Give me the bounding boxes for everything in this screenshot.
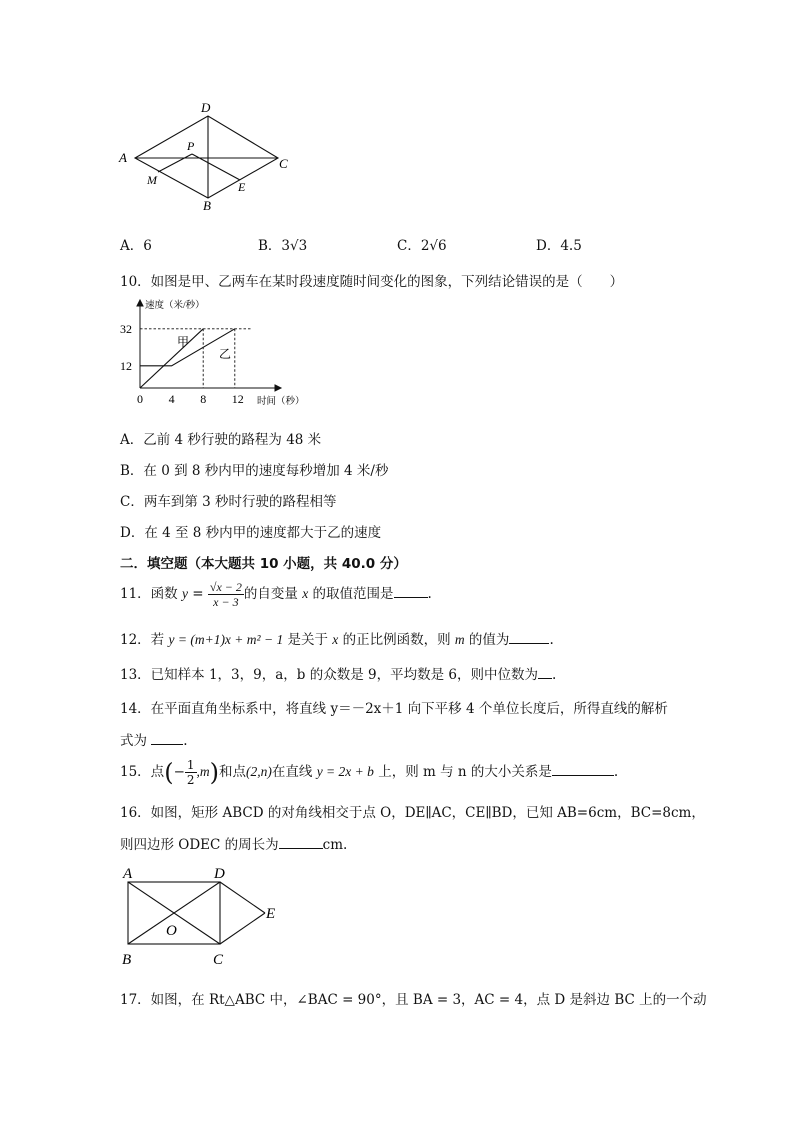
x-tick-label: 8	[200, 392, 207, 406]
q9-option-d[interactable]: D．4.5	[536, 238, 582, 254]
q13: 13．已知样本 1，3，9，a，b 的众数是 9，平均数是 6，则中位数为 .	[120, 667, 557, 683]
speed-time-chart	[115, 296, 325, 412]
q10-stem: 10．如图是甲、乙两车在某时段速度随时间变化的图象，下列结论错误的是（ ）	[120, 274, 624, 290]
label-E: E	[266, 906, 276, 922]
label-B: B	[122, 952, 132, 968]
q11-answer-blank[interactable]	[394, 585, 428, 598]
label-D: D	[214, 866, 225, 882]
label-P: P	[187, 139, 195, 153]
x-axis-arrow	[275, 385, 281, 391]
q10-option-c[interactable]: C．两车到第 3 秒时行驶的路程相等	[120, 494, 337, 510]
rhombus-figure	[115, 98, 295, 216]
q16-line1: 16．如图，矩形 ABCD 的对角线相交于点 O，DE∥AC，CE∥BD，已知 AB=6cm，BC=8cm，	[120, 805, 705, 821]
q9-option-c[interactable]: C．2√6	[397, 238, 447, 254]
q10-option-b[interactable]: B．在 0 到 8 秒内甲的速度每秒增加 4 米/秒	[120, 463, 389, 479]
q16-answer-blank[interactable]	[279, 836, 323, 849]
q14-line1: 14．在平面直角坐标系中，将直线 y＝－2x＋1 向下平移 4 个单位长度后，所得直线的解析	[120, 701, 668, 717]
label-A: A	[123, 866, 133, 882]
rectangle-figure	[115, 862, 295, 972]
label-C: C	[213, 952, 224, 968]
q10-option-a[interactable]: A．乙前 4 秒行驶的路程为 48 米	[120, 432, 322, 448]
x-tick-label: 0	[137, 392, 143, 406]
q9-option-b[interactable]: B．3√3	[258, 238, 308, 254]
x-tick-label: 4	[168, 392, 175, 406]
label-C: C	[279, 156, 288, 171]
x-axis-label: 时间（秒）	[257, 397, 305, 407]
q11-fraction: $\frac{√x - 2}{x - 3}$	[209, 580, 242, 609]
q14-line2: 式为 .	[120, 733, 188, 749]
y-axis-label: 速度（米/秒）	[145, 301, 205, 311]
series-label-jia: 甲	[177, 335, 190, 349]
label-E: E	[238, 180, 246, 194]
q12-answer-blank[interactable]	[509, 631, 549, 644]
q15: 15．点(− $\frac{1}{2}$ ,m)和点(2,n)在直线 y = 2x + b 上，则 m 与 n 的大小关系是 .	[120, 758, 619, 787]
q11: 11．函数 y = $\frac{√x - 2}{x - 3}$ 的自变量 x 的取值范围是 .	[120, 580, 432, 609]
q14-answer-blank[interactable]	[151, 732, 183, 745]
label-D: D	[201, 100, 211, 115]
q12: 12．若 y = (m+1)x + m² − 1 是关于 x 的正比例函数，则 m 的值为 .	[120, 632, 554, 648]
y-tick-label: 32	[120, 321, 132, 336]
q17: 17．如图，在 Rt△ABC 中，∠BAC = 90°，且 BA = 3，AC = 4，点 D 是斜边 BC 上的一个动	[120, 992, 707, 1008]
q15-answer-blank[interactable]	[552, 763, 614, 776]
q9-option-a[interactable]: A．6	[120, 238, 152, 254]
label-M: M	[147, 173, 157, 187]
y-axis-arrow	[137, 300, 143, 306]
y-tick-label: 12	[120, 358, 132, 373]
label-B: B	[203, 198, 211, 213]
q13-answer-blank[interactable]	[538, 666, 552, 679]
label-A: A	[119, 150, 127, 165]
q16-line2: 则四边形 ODEC 的周长为 cm.	[120, 837, 348, 853]
series-line-0	[140, 329, 203, 388]
series-label-yi: 乙	[219, 347, 232, 361]
x-tick-label: 12	[231, 392, 244, 406]
q10-option-d[interactable]: D．在 4 至 8 秒内甲的速度都大于乙的速度	[120, 525, 382, 541]
section2-title: 二．填空题（本大题共 10 小题，共 40.0 分）	[120, 556, 407, 572]
q15-fraction: $\frac{1}{2}$	[186, 758, 195, 787]
label-O: O	[166, 923, 177, 939]
